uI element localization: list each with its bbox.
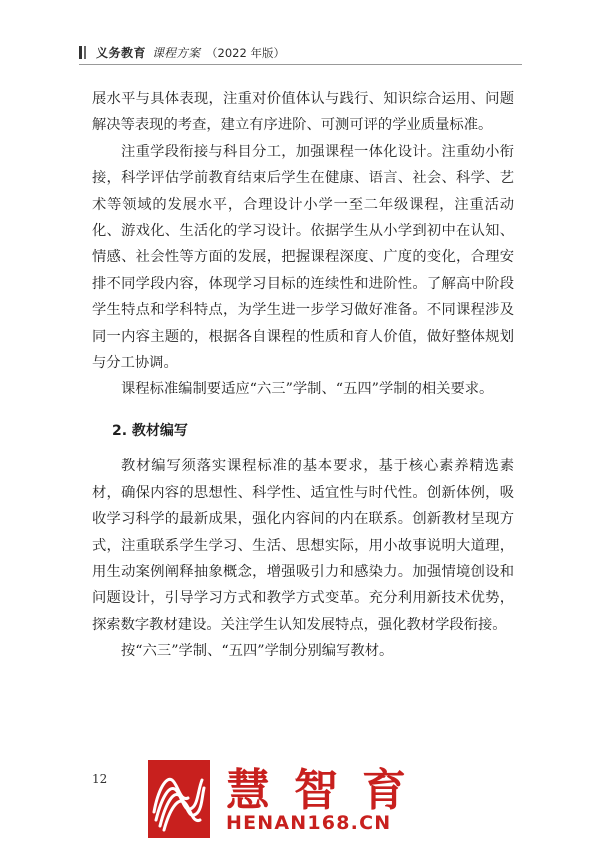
- page-body: [92, 86, 514, 665]
- watermark-brand-cn: 慧智育: [226, 765, 430, 816]
- header-version: （2022 年版）: [206, 45, 285, 60]
- header-divider: [79, 64, 522, 65]
- paragraph: 课程标准编制要适应“六三”学制、“五四”学制的相关要求。: [121, 381, 494, 398]
- paragraph: 按“六三”学制、“五四”学制分别编写教材。: [121, 643, 394, 660]
- watermark: [148, 760, 448, 845]
- paragraph: 注重学段衔接与科目分工，加强课程一体化设计。注重幼小衔接，科学评估学前教育结束后学生在健康、语言、社会、科学、艺术等领域的发展水平，合理设计小学一至二年级课程，注重活动化、游戏化、生活化的学习设计。依据学生从小学到初中在认知、情感、社会性等方面的发展，把握课程深度、广度的变化，合理安排不同学段内容，体现学习目标的连续性和进阶性。了解高中阶段学生特点和学科特点，为学生进一步学习做好准备。不同课程涉及同一内容主题的，根据各自课程的性质和育人价值，做好整体规划与分工协调。: [92, 143, 514, 372]
- running-header: [79, 44, 285, 61]
- watermark-brand-en: HENAN168.CN: [226, 812, 392, 834]
- header-title: 义务教育: [96, 46, 147, 60]
- paragraph: 展水平与具体表现，注重对价值体认与践行、知识综合运用、问题解决等表现的考查，建立有序进阶、可测可评的学业质量标准。: [92, 91, 514, 134]
- header-bar-icon: [79, 46, 86, 59]
- header-subtitle: 课程方案: [152, 46, 201, 60]
- section-heading: 2. 教材编写: [112, 422, 188, 439]
- paragraph: 教材编写须落实课程标准的基本要求，基于核心素养精选素材，确保内容的思想性、科学性、适宜性与时代性。创新体例，吸收学习科学的最新成果，强化内容间的内在联系。创新教材呈现方式，注重联系学生学习、生活、思想实际，用小故事说明大道理，用生动案例阐释抽象概念，增强吸引力和感染力。加强情境创设和问题设计，引导学习方式和教学方式变革。充分利用新技术优势，探索数字教材建设。关注学生认知发展特点，强化教材学段衔接。: [92, 458, 514, 633]
- watermark-logo-icon: [148, 760, 210, 838]
- page-number: 12: [92, 772, 108, 786]
